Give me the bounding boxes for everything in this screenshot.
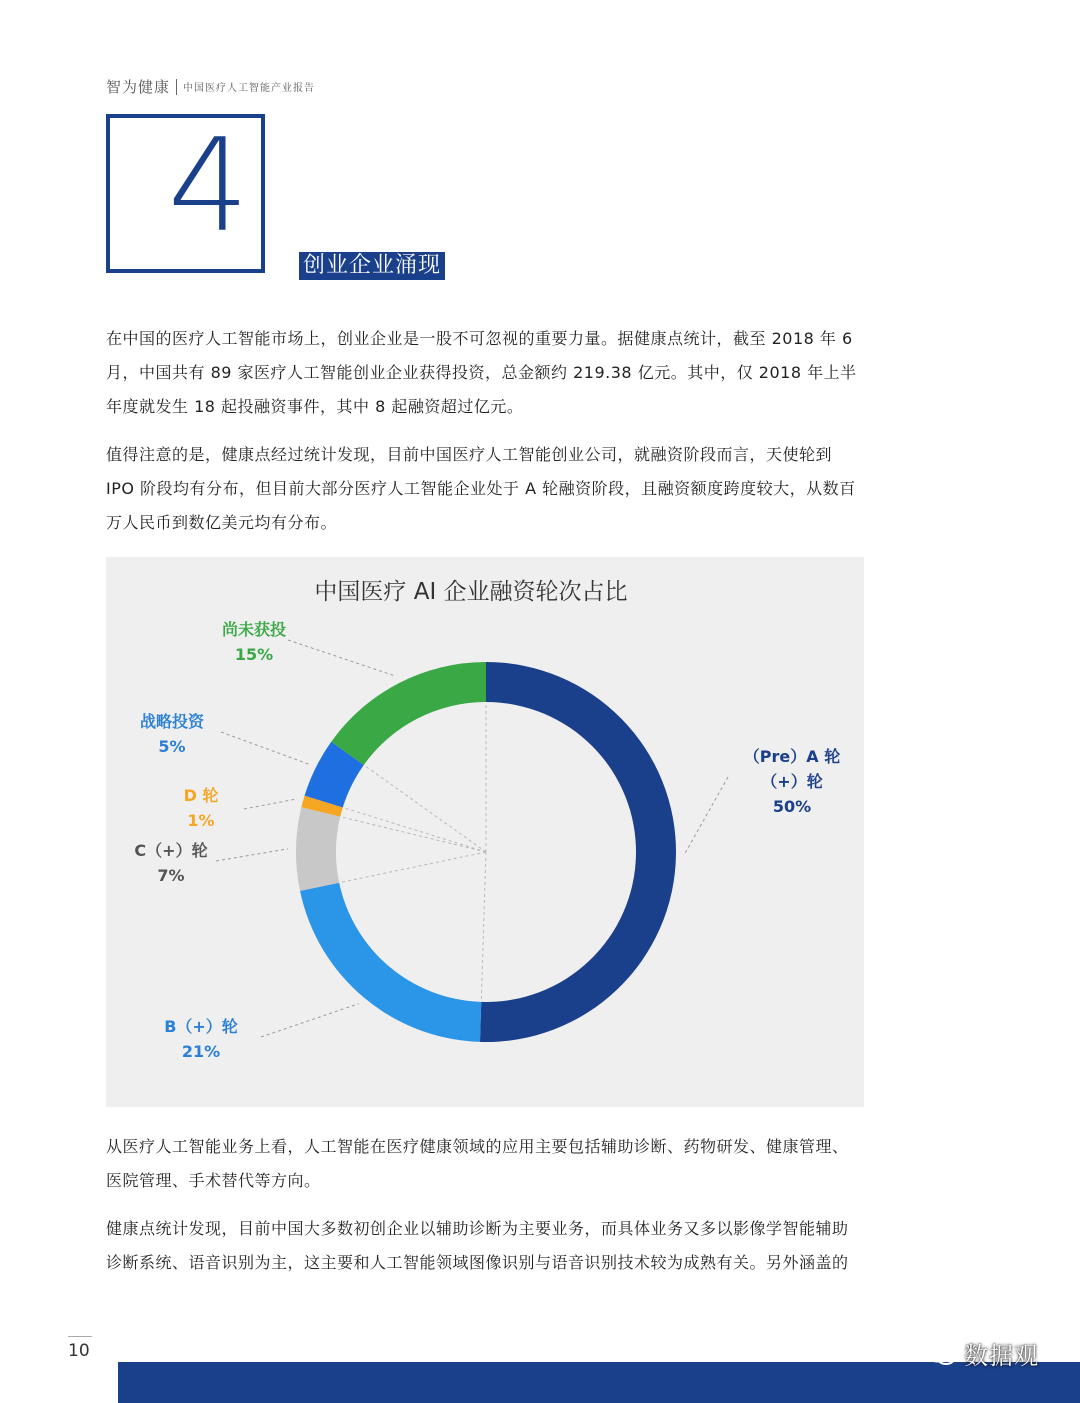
watermark-text: 数据观	[964, 1342, 1039, 1370]
slice-percent-label: 15%	[234, 645, 274, 664]
leader-line	[261, 1004, 359, 1037]
donut-slice	[300, 883, 481, 1042]
section-number-box	[106, 114, 265, 273]
section-number: 4	[167, 112, 249, 261]
donut-chart	[106, 557, 864, 1107]
chat-bubble-icon	[924, 1342, 958, 1366]
paragraph-2: 值得注意的是，健康点经过统计发现，目前中国医疗人工智能创业公司，就融资阶段而言，天使轮到 IPO 阶段均有分布，但目前大部分医疗人工智能企业处于 A 轮融资阶段，且融资额度跨度较大，从数百万人民币到数亿美元均有分布。	[106, 445, 856, 532]
guide-line	[339, 852, 486, 883]
slice-percent-label: 21%	[181, 1042, 221, 1061]
running-header	[106, 76, 315, 97]
slice-percent-label: 1%	[187, 811, 215, 830]
watermark	[924, 1336, 1039, 1371]
slice-category-label: （+）轮	[761, 772, 823, 791]
slice-category-label: B（+）轮	[164, 1017, 238, 1036]
donut-slice	[480, 662, 676, 1042]
chart-title: 中国医疗 AI 企业融资轮次占比	[314, 579, 628, 605]
leader-line	[216, 849, 288, 861]
leader-line	[288, 640, 395, 676]
donut-slice	[331, 662, 486, 765]
leader-line	[244, 799, 295, 809]
slice-percent-label: 50%	[772, 797, 812, 816]
paragraph-1: 在中国的医疗人工智能市场上，创业企业是一股不可忽视的重要力量。据健康点统计，截至 2018 年 6 月，中国共有 89 家医疗人工智能创业企业获得投资，总金额约 219.38 亿元。其中，仅 2018 年上半年度就发生 18 起投融资事件，其中 8 起融资超过亿元。	[106, 329, 857, 416]
guide-line	[364, 765, 486, 852]
slice-category-label: 尚未获投	[221, 620, 287, 639]
slice-percent-label: 7%	[157, 866, 185, 885]
leader-line	[221, 732, 309, 764]
guide-line	[481, 852, 486, 1002]
slice-percent-label: 5%	[158, 737, 186, 756]
leader-line	[684, 777, 728, 855]
donut-slice	[296, 807, 340, 891]
section-title: 创业企业涌现	[299, 252, 445, 280]
guide-line	[343, 807, 486, 852]
slice-category-label: （Pre）A 轮	[743, 747, 841, 766]
header-divider	[176, 79, 177, 95]
paragraph-4: 健康点统计发现，目前中国大多数初创企业以辅助诊断为主要业务，而具体业务又多以影像学智能辅助诊断系统、语音识别为主，这主要和人工智能领域图像识别与语音识别技术较为成熟有关。另外涵盖的	[106, 1219, 849, 1272]
slice-category-label: C（+）轮	[134, 841, 208, 860]
guide-line	[340, 817, 486, 852]
header-subtitle: 中国医疗人工智能产业报告	[183, 83, 316, 94]
slice-category-label: 战略投资	[139, 712, 205, 731]
page-number-rule	[68, 1336, 92, 1337]
paragraph-3: 从医疗人工智能业务上看，人工智能在医疗健康领域的应用主要包括辅助诊断、药物研发、健康管理、医院管理、手术替代等方向。	[106, 1137, 849, 1190]
chart-panel	[106, 557, 864, 1107]
page-number: 10	[68, 1341, 90, 1361]
slice-category-label: D 轮	[183, 786, 219, 805]
header-brand: 智为健康	[106, 78, 171, 96]
